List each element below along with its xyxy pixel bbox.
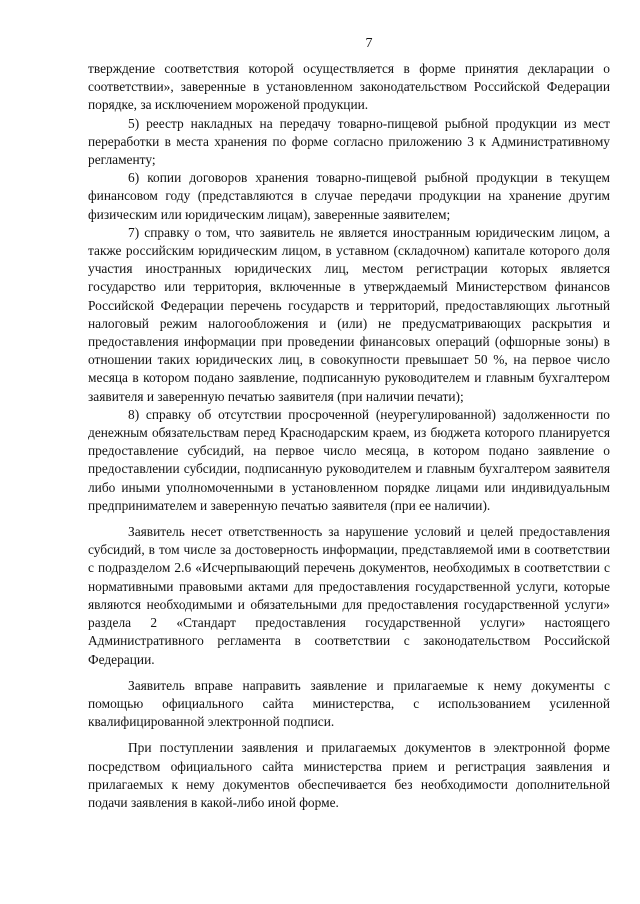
paragraph-continuation: тверждение соответствия которой осуществляется в форме принятия декларации о соответствии», заверенные в установленном законодательством Российской Федерации порядке, за исключением мороженой продукции. [88, 61, 610, 113]
document-page [88, 36, 610, 812]
paragraph-item-7: 7) справку о том, что заявитель не является иностранным юридическим лицом, а также российским юридическим лицом, в уставном (складочном) капитале которого доля участия иностранных юридических лиц, местом регистрации которых является государство или территория, включенные в утверждаемый Министерством финансов Российской Федерации перечень государств и территорий, предоставляющих льготный налоговый режим налогообложения и (или) не предусматривающих раскрытия и предоставления информации при проведении финансовых операций (офшорные зоны) в отношении таких юридических лиц, в совокупности превышает 50 %, на первое число месяца в котором подано заявление, подписанную руководителем и главным бухгалтером заявителя и заверенную печатью заявителя (при наличии печати); [88, 224, 610, 404]
paragraph-item-8: 8) справку об отсутствии просроченной (неурегулированной) задолженности по денежным обязательствам перед Краснодарским краем, из бюджета которого планируется предоставление субсидий, на первое число месяца, в котором подано заявление о предоставлении субсидии, подписанную руководителем и главным бухгалтером заявителя либо иными уполномоченными в установленном порядке лицами или индивидуальным предпринимателем и заверенную печатью заявителя (при ее наличии). [88, 406, 610, 513]
paragraph-electronic-receipt: При поступлении заявления и прилагаемых документов в электронной форме посредством официального сайта министерства прием и регистрация заявления и прилагаемых к нему документов обеспечивается без необходимости дополнительной подачи заявления в какой-либо иной форме. [88, 740, 610, 810]
paragraph-item-5: 5) реестр накладных на передачу товарно-пищевой рыбной продукции из мест переработки в места хранения по форме согласно приложению 3 к Административному регламенту; [88, 115, 610, 168]
paragraph-responsibility: Заявитель несет ответственность за нарушение условий и целей предоставления субсидий, в том числе за достоверность информации, представляемой ими в соответствии с подразделом 2.6 «Исчерпывающий перечень документов, необходимых в соответствии с нормативными правовыми актами для предоставления государственной услуги, которые являются необходимыми и обязательными для предоставления государственной услуги» раздела 2 «Стандарт предоставления государственной услуги» настоящего Административного регламента в соответствии с законодательством Российской Федерации. [88, 524, 610, 667]
page-number: 7 [365, 36, 373, 51]
paragraph-electronic-submission: Заявитель вправе направить заявление и прилагаемые к нему документы с помощью официального сайта министерства, с использованием усиленной квалифицированной электронной подписи. [88, 677, 610, 730]
paragraph-item-6: 6) копии договоров хранения товарно-пищевой рыбной продукции в текущем финансовом году (представляются в случае передачи продукции на хранение другим физическим или юридическим лицам), заверенные заявителем; [88, 170, 610, 222]
